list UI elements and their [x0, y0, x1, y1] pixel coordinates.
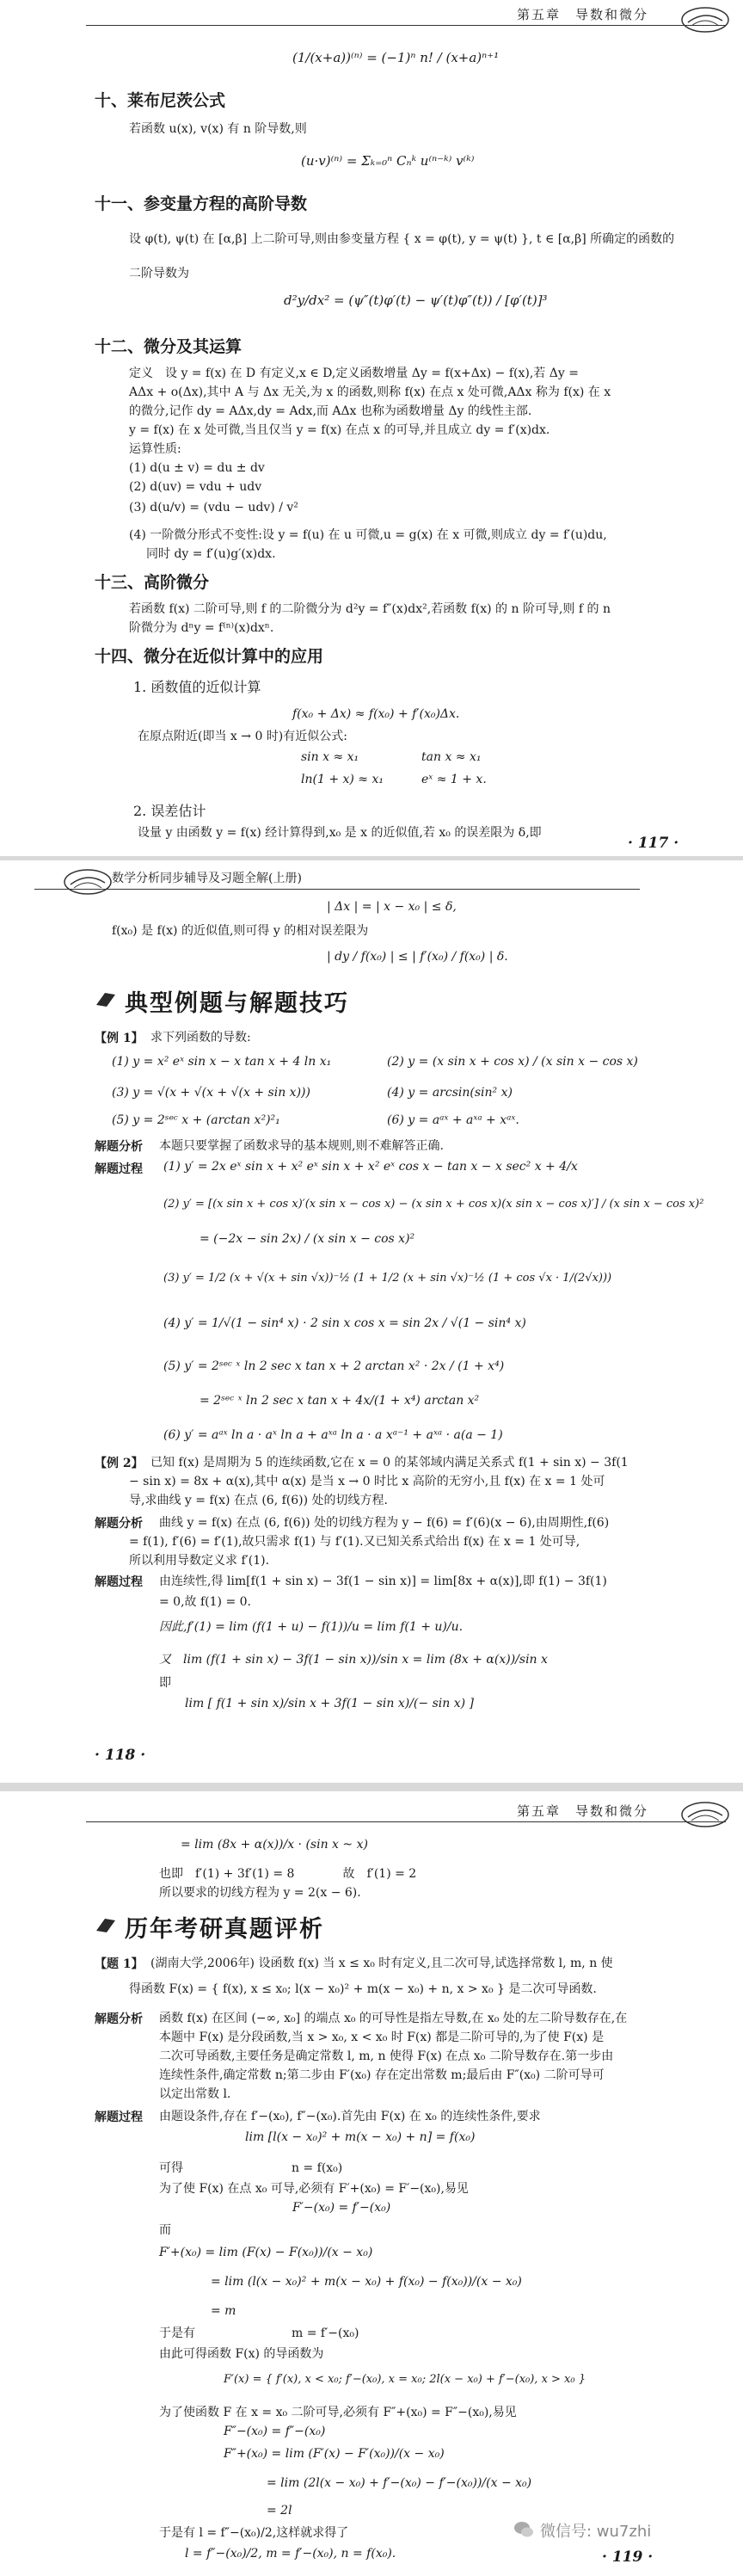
paragraph: f(x₀) 是 f(x) 的近似值,则可得 y 的相对误差限为 — [112, 924, 369, 938]
paragraph: 由连续性,得 lim[f(1 + sin x) − 3f(1 − sin x)] = lim[8x + α(x)],即 f(1) − 3f(1) — [159, 1575, 607, 1588]
solution-line: = 2ˢᵉᶜ ˣ ln 2 sec x tan x + 4x/(1 + x⁴) arctan x² — [200, 1394, 480, 1408]
solution-line: F′−(x₀) = f′−(x₀) — [292, 2201, 391, 2215]
solution-line: = m — [211, 2304, 236, 2318]
paragraph: 定义 设 y = f(x) 在 D 有定义,x ∈ D,定义函数增量 Δy = f(x+Δx) − f(x),若 Δy = — [129, 367, 579, 380]
list-item: (3) y = √(x + √(x + √(x + sin x))) — [112, 1086, 310, 1100]
book-title: 数学分析同步辅导及习题全解(上册) — [112, 872, 302, 885]
page-divider — [0, 1783, 743, 1791]
paragraph: 设量 y 由函数 y = f(x) 经计算得到,x₀ 是 x 的近似值,若 x₀ 的误差限为 δ,即 — [138, 826, 542, 840]
running-header — [86, 1796, 726, 1831]
book-icon — [95, 991, 117, 1008]
solution-tag: 解题过程 — [95, 1162, 143, 1176]
book-icon — [95, 1917, 117, 1934]
formula: sin x ≈ x₁ — [301, 750, 359, 764]
section-heading: 十四、微分在近似计算中的应用 — [95, 647, 324, 666]
solution-line: F′(x) = { f′(x), x < x₀; f′−(x₀), x = x₀; 2l(x − x₀) + f′−(x₀), x > x₀ } — [224, 2373, 586, 2386]
question: 已知 f(x) 是周期为 5 的连续函数,它在 x = 0 的某邻域内满足关系式 f(1 + sin x) − 3f(1 — [150, 1456, 629, 1470]
paragraph: 以定出常数 l. — [159, 2087, 231, 2101]
paragraph: 也即 f′(1) + 3f′(1) = 8 故 f′(1) = 2 — [159, 1867, 417, 1881]
page-119 — [0, 1791, 743, 2576]
paragraph: 即 — [159, 1676, 171, 1690]
solution-line: = 2l — [267, 2504, 292, 2517]
paragraph: 可得 n = f(x₀) — [159, 2161, 343, 2175]
paragraph: 于是有 l = f″−(x₀)/2,这样就求得了 — [159, 2526, 349, 2540]
formula: (1/(x+a))⁽ⁿ⁾ = (−1)ⁿ n! / (x+a)ⁿ⁺¹ — [292, 50, 500, 65]
solution-line: F′+(x₀) = lim (F(x) − F(x₀))/(x − x₀) — [159, 2246, 373, 2259]
formula: | Δx | = | x − x₀ | ≤ δ, — [327, 900, 457, 914]
page-number: · 119 · — [602, 2548, 654, 2566]
list-item: (1) d(u ± v) = du ± dv — [129, 461, 265, 475]
paragraph: 二次可导函数,主要任务是确定常数 l, m, n 使得 F(x) 在点 x₀ 二阶导数存在.第一步由 — [159, 2049, 614, 2063]
paragraph: 连续性条件,确定常数 n;第二步由 F′(x₀) 存在定出常数 m;最后由 F″(x₀) 二阶可导可 — [159, 2068, 605, 2082]
paragraph: 于是有 m = f′−(x₀) — [159, 2326, 359, 2340]
formula: | dy / f(x₀) | ≤ | f′(x₀) / f(x₀) | δ. — [327, 950, 508, 964]
solution-line: = (−2x − sin 2x) / (x sin x − cos x)² — [200, 1232, 415, 1246]
solution-line: (2) y′ = [(x sin x + cos x)′(x sin x − cos x) − (x sin x + cos x)(x sin x − cos x)′] / (x sin x − cos x)² — [163, 1198, 704, 1211]
solution-line: (5) y′ = 2ˢᵉᶜ ˣ ln 2 sec x tan x + 2 arctan x² · 2x / (1 + x⁴) — [163, 1359, 505, 1373]
list-item: (2) d(uv) = vdu + udv — [129, 480, 262, 494]
question: 得函数 F(x) = { f(x), x ≤ x₀; l(x − x₀)² + m(x − x₀) + n, x > x₀ } 是二次可导函数. — [129, 1982, 597, 1996]
chapter-title: 第五章 导数和微分 — [516, 1803, 648, 1819]
solution-line: F″−(x₀) = f″−(x₀) — [224, 2425, 326, 2438]
analysis-tag: 解题分析 — [95, 2012, 143, 2026]
running-header — [86, 0, 726, 34]
list-item: (2) y = (x sin x + cos x) / (x sin x − cos x) — [387, 1055, 638, 1069]
section-title: 典型例题与解题技巧 — [125, 990, 349, 1017]
subsection-heading: 2. 误差估计 — [133, 803, 206, 819]
paragraph: 由此可得函数 F(x) 的导函数为 — [159, 2347, 324, 2361]
solution-line: F″+(x₀) = lim (F′(x) − F′(x₀))/(x − x₀) — [224, 2447, 445, 2461]
solution-line: 又 lim (f(1 + sin x) − 3f(1 − sin x))/sin x = lim (8x + α(x))/sin x — [159, 1653, 548, 1667]
question: 导,求曲线 y = f(x) 在点 (6, f(6)) 处的切线方程. — [129, 1494, 388, 1507]
section-heading: 十、莱布尼茨公式 — [95, 91, 226, 110]
section-heading: 十一、参变量方程的高阶导数 — [95, 194, 308, 213]
paragraph: 二阶导数为 — [129, 267, 189, 280]
paragraph: = f(1), f′(6) = f′(1),故只需求 f(1) 与 f′(1).又已知关系式给出 f(x) 在 x = 1 处可导, — [129, 1535, 580, 1549]
list-item: (5) y = 2ˢᵉᶜ x + (arctan x²)²₁ — [112, 1113, 280, 1127]
paragraph: 运算性质: — [129, 442, 181, 456]
paragraph: 而 — [159, 2223, 171, 2237]
solution-line: (3) y′ = 1/2 (x + √(x + sin √x))⁻½ (1 + 1/2 (x + sin √x)⁻½ (1 + cos √x · 1/(2√x))) — [163, 1272, 612, 1285]
section-heading: 十三、高阶微分 — [95, 573, 210, 592]
paragraph: 在原点附近(即当 x → 0 时)有近似公式: — [138, 730, 347, 743]
subsection-heading: 1. 函数值的近似计算 — [133, 679, 261, 695]
solution-line: (4) y′ = 1/√(1 − sin⁴ x) · 2 sin x cos x = sin 2x / √(1 − sin⁴ x) — [163, 1316, 526, 1330]
list-item: 同时 dy = f′(u)g′(x)dx. — [146, 547, 276, 561]
list-item: (1) y = x² eˣ sin x − x tan x + 4 ln x₁ — [112, 1055, 332, 1069]
section-title: 历年考研真题评析 — [125, 1916, 324, 1943]
paragraph: 所以利用导数定义求 f′(1). — [129, 1554, 270, 1568]
solution-line: lim [l(x − x₀)² + m(x − x₀) + n] = f(x₀) — [245, 2130, 476, 2144]
solution-line: l = f″−(x₀)/2, m = f′−(x₀), n = f(x₀). — [185, 2547, 396, 2561]
solution-tag: 解题过程 — [95, 1575, 143, 1589]
question-tag: 【题 1】 — [95, 1957, 144, 1971]
solution-line: lim [ f(1 + sin x)/sin x + 3f(1 − sin x)/(− sin x) ] — [185, 1697, 474, 1710]
list-item: (3) d(u/v) = (vdu − udv) / v² — [129, 501, 298, 515]
paragraph: AΔx + o(Δx),其中 A 与 Δx 无关,为 x 的函数,则称 f(x) 在点 x 处可微,AΔx 称为 f(x) 在 x — [129, 385, 611, 399]
paragraph: y = f(x) 在 x 处可微,当且仅当 y = f(x) 在点 x 的可导,并且成立 dy = f′(x)dx. — [129, 423, 550, 437]
paragraph: 由题设条件,存在 f′−(x₀), f″−(x₀).首先由 F(x) 在 x₀ 的连续性条件,要求 — [159, 2110, 541, 2123]
paragraph: 的微分,记作 dy = AΔx,dy = Adx,而 AΔx 也称为函数增量 Δy 的线性主部. — [129, 404, 532, 418]
book-logo-icon — [679, 5, 731, 34]
solution-line: 因此,f′(1) = lim (f(1 + u) − f(1))/u = lim f(1 + u)/u. — [159, 1620, 464, 1634]
page-117 — [0, 0, 743, 860]
paragraph: 本题只要掌握了函数求导的基本规则,则不难解答正确. — [159, 1139, 444, 1153]
paragraph: 为了使 F(x) 在点 x₀ 可导,必须有 F′+(x₀) = F′−(x₀),易见 — [159, 2182, 469, 2196]
page-number: · 117 · — [628, 835, 679, 852]
paragraph: 阶微分为 dⁿy = f⁽ⁿ⁾(x)dxⁿ. — [129, 621, 274, 635]
solution-line: (1) y′ = 2x eˣ sin x + x² eˣ sin x + x² eˣ cos x − tan x − x sec² x + 4/x — [163, 1160, 578, 1174]
formula: ln(1 + x) ≈ x₁ — [301, 773, 384, 786]
question: (湖南大学,2006年) 设函数 f(x) 当 x ≤ x₀ 时有定义,且二次可导,试选择常数 l, m, n 使 — [150, 1957, 613, 1970]
paragraph: 若函数 u(x), v(x) 有 n 阶导数,则 — [129, 122, 307, 136]
chapter-title: 第五章 导数和微分 — [516, 7, 648, 22]
solution-line: (6) y′ = aᵃˣ ln a · aˣ ln a + aˣᵃ ln a · a xᵃ⁻¹ + aˣᵃ · a(a − 1) — [163, 1428, 503, 1442]
example-tag: 【例 2】 — [95, 1457, 144, 1470]
list-item: (4) 一阶微分形式不变性:设 y = f(u) 在 u 可微,u = g(x) 在 x 可微,则成立 dy = f′(u)du, — [129, 528, 607, 542]
solution-line: = lim (2l(x − x₀) + f′−(x₀) − f′−(x₀))/(x − x₀) — [267, 2476, 532, 2490]
formula: f(x₀ + Δx) ≈ f(x₀) + f′(x₀)Δx. — [292, 707, 460, 721]
book-logo-icon — [679, 1800, 731, 1829]
example-tag: 【例 1】 — [95, 1032, 144, 1045]
paragraph: 设 φ(t), ψ(t) 在 [α,β] 上二阶可导,则由参变量方程 { x = φ(t), y = ψ(t) }, t ∈ [α,β] 所确定的函数的 — [129, 232, 675, 246]
running-header — [34, 864, 640, 898]
solution-line: = lim (l(x − x₀)² + m(x − x₀) + f(x₀) − f(x₀))/(x − x₀) — [211, 2275, 522, 2289]
paragraph: 为了使函数 F 在 x = x₀ 二阶可导,必须有 F″+(x₀) = F″−(x₀),易见 — [159, 2406, 517, 2419]
paragraph: 所以要求的切线方程为 y = 2(x − 6). — [159, 1886, 361, 1900]
solution-tag: 解题过程 — [95, 2111, 143, 2124]
paragraph: 若函数 f(x) 二阶可导,则 f 的二阶微分为 d²y = f″(x)dx²,若函数 f(x) 的 n 阶可导,则 f 的 n — [129, 602, 611, 616]
page-118 — [0, 860, 743, 1729]
question: − sin x) = 8x + α(x),其中 α(x) 是当 x → 0 时比 x 高阶的无穷小,且 f(x) 在 x = 1 处可 — [129, 1475, 605, 1488]
analysis-tag: 解题分析 — [95, 1140, 143, 1154]
paragraph: 本题中 F(x) 是分段函数,当 x > x₀, x < x₀ 时 F(x) 都是二阶可导的,为了使 F(x) 是 — [159, 2031, 605, 2044]
formula: d²y/dx² = (ψ″(t)φ′(t) − ψ′(t)φ″(t)) / [φ′(t)]³ — [284, 293, 548, 308]
list-item: (4) y = arcsin(sin² x) — [387, 1086, 513, 1100]
solution-line: = lim (8x + α(x))/x · (sin x ~ x) — [181, 1838, 368, 1852]
watermark: 微信号: wu7zhi — [540, 2523, 652, 2541]
paragraph: = 0,故 f(1) = 0. — [159, 1595, 251, 1609]
formula: tan x ≈ x₁ — [421, 750, 482, 764]
section-heading: 十二、微分及其运算 — [95, 337, 243, 356]
page-number: · 118 · — [95, 1747, 146, 1764]
formula: eˣ ≈ 1 + x. — [421, 773, 487, 786]
paragraph: 函数 f(x) 在区间 (−∞, x₀] 的端点 x₀ 的可导性是指左导数,在 x₀ 处的左二阶导数存在,在 — [159, 2012, 628, 2025]
paragraph: 曲线 y = f(x) 在点 (6, f(6)) 处的切线方程为 y − f(6) = f′(6)(x − 6),由周期性,f(6) — [159, 1516, 610, 1530]
question: 求下列函数的导数: — [150, 1031, 251, 1045]
formula: (u·v)⁽ⁿ⁾ = Σₖ₌₀ⁿ Cₙᵏ u⁽ⁿ⁻ᵏ⁾ v⁽ᵏ⁾ — [301, 153, 475, 169]
analysis-tag: 解题分析 — [95, 1517, 143, 1531]
list-item: (6) y = aᵃˣ + aˣᵃ + xᵃˣ. — [387, 1113, 519, 1127]
wechat-icon — [513, 2519, 535, 2540]
